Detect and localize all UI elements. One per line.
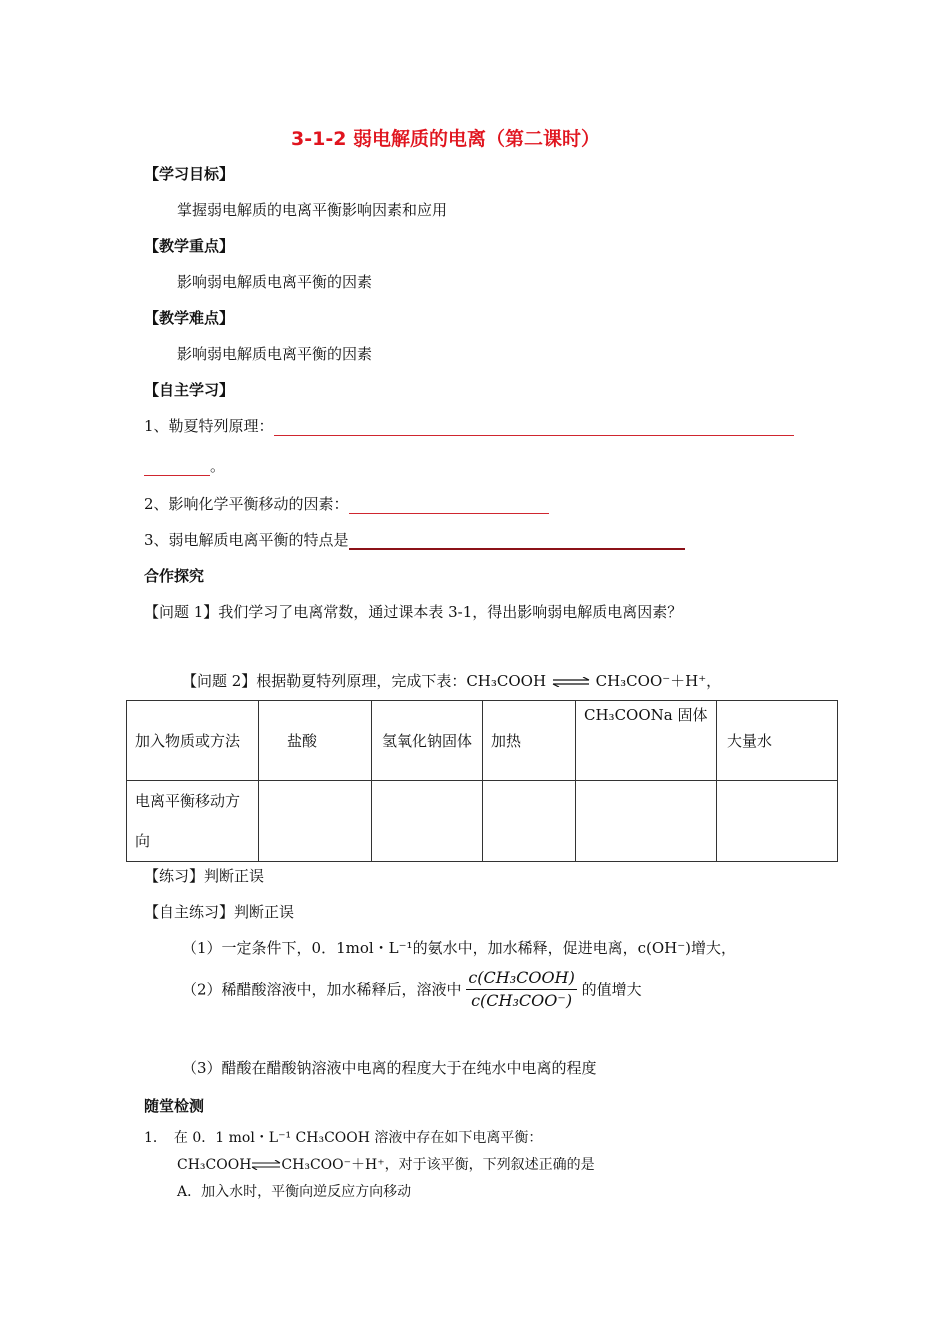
table-cell-blank[interactable] bbox=[717, 781, 838, 862]
table-cell-blank[interactable] bbox=[259, 781, 372, 862]
test-q1-option-a[interactable]: A．加入水时，平衡向逆反应方向移动 bbox=[177, 1184, 412, 1200]
practice-item-2-suffix: 的值增大 bbox=[581, 980, 642, 999]
self-q1 bbox=[144, 415, 794, 436]
practice-item-3: （3）醋酸在醋酸钠溶液中电离的程度大于在纯水中电离的程度 bbox=[182, 1059, 597, 1077]
fraction-numerator: c(CH₃COOH) bbox=[466, 968, 576, 990]
table-cell-water: 大量水 bbox=[717, 701, 838, 781]
test-heading: 随堂检测 bbox=[144, 1097, 205, 1115]
equilibrium-arrow-icon bbox=[551, 677, 591, 687]
table-cell-blank[interactable] bbox=[483, 781, 576, 862]
goal-text: 掌握弱电解质的电离平衡影响因素和应用 bbox=[177, 201, 448, 219]
table-cell-naoh: 氢氧化钠固体 bbox=[372, 701, 483, 781]
question-2-prefix: 【问题 2】根据勒夏特列原理，完成下表：CH₃COOH bbox=[182, 672, 547, 690]
self-q1-blank[interactable] bbox=[274, 418, 794, 436]
table-cell-hcl: 盐酸 bbox=[259, 701, 372, 781]
self-q1-end: 。 bbox=[210, 457, 226, 475]
practice-item-2-prefix: （2）稀醋酸溶液中，加水稀释后，溶液中 bbox=[182, 980, 462, 999]
table-row bbox=[127, 701, 838, 781]
self-q2-label: 2、影响化学平衡移动的因素： bbox=[144, 495, 349, 513]
self-q1-blank-2[interactable] bbox=[144, 458, 210, 476]
table-cell-blank[interactable] bbox=[576, 781, 717, 862]
question-2-suffix: CH₃COO⁻＋H⁺， bbox=[595, 672, 722, 690]
self-q3-blank[interactable] bbox=[349, 531, 685, 550]
hard-heading: 【教学难点】 bbox=[144, 309, 235, 327]
key-text: 影响弱电解质电离平衡的因素 bbox=[177, 273, 373, 291]
table-row bbox=[127, 781, 838, 862]
self-q2-blank[interactable] bbox=[349, 496, 549, 514]
practice-item-1: （1）一定条件下，0．1mol・L⁻¹的氨水中，加水稀释，促进电离，c(OH⁻)增大， bbox=[182, 939, 736, 957]
table-cell-direction-label: 电离平衡移动方向 bbox=[127, 781, 259, 862]
table-cell-heat: 加热 bbox=[483, 701, 576, 781]
self-q1-continued bbox=[144, 455, 225, 476]
self-practice-heading: 【自主练习】判断正误 bbox=[144, 903, 295, 921]
question-2 bbox=[182, 670, 721, 691]
practice-item-2 bbox=[182, 968, 642, 1010]
self-q3-label: 3、弱电解质电离平衡的特点是 bbox=[144, 531, 349, 549]
goal-heading: 【学习目标】 bbox=[144, 165, 235, 183]
fraction-denominator: c(CH₃COO⁻) bbox=[471, 991, 573, 1010]
concentration-fraction bbox=[466, 968, 576, 1010]
coop-heading: 合作探究 bbox=[144, 567, 205, 585]
hard-text: 影响弱电解质电离平衡的因素 bbox=[177, 345, 373, 363]
table-cell-ch3coona: CH₃COONa 固体 bbox=[576, 701, 717, 781]
test-q1-line1: 1． 在 0．1 mol・L⁻¹ CH₃COOH 溶液中存在如下电离平衡： bbox=[144, 1130, 543, 1146]
practice-heading: 【练习】判断正误 bbox=[144, 867, 265, 885]
self-q3 bbox=[144, 529, 685, 550]
test-q1-line2 bbox=[177, 1154, 595, 1174]
self-study-heading: 【自主学习】 bbox=[144, 381, 235, 399]
key-heading: 【教学重点】 bbox=[144, 237, 235, 255]
equilibrium-table bbox=[126, 700, 838, 862]
test-q1-right: CH₃COO⁻＋H⁺，对于该平衡，下列叙述正确的是 bbox=[281, 1157, 595, 1173]
question-1: 【问题 1】我们学习了电离常数，通过课本表 3-1，得出影响弱电解质电离因素？ bbox=[144, 603, 683, 621]
equilibrium-arrow-icon bbox=[251, 1160, 281, 1170]
test-q1-left: CH₃COOH bbox=[177, 1157, 252, 1173]
self-q1-label: 1、勒夏特列原理： bbox=[144, 417, 274, 435]
table-cell-blank[interactable] bbox=[372, 781, 483, 862]
table-cell-method: 加入物质或方法 bbox=[127, 701, 259, 781]
page-title: 3-1-2 弱电解质的电离（第二课时） bbox=[291, 128, 601, 150]
self-q2 bbox=[144, 493, 549, 514]
